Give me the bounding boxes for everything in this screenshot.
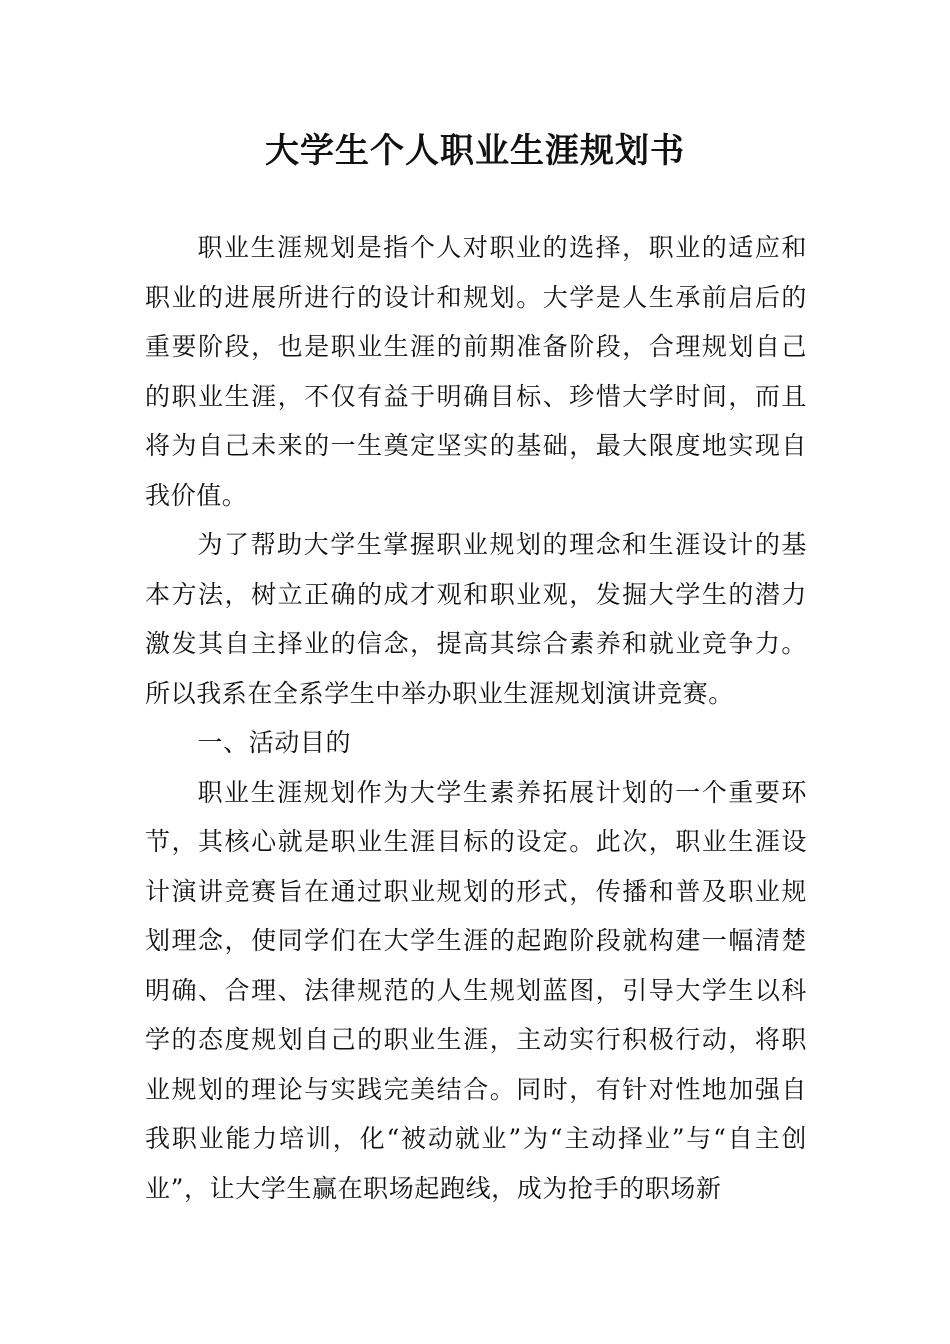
document-title: 大学生个人职业生涯规划书: [265, 131, 685, 171]
section-heading-activity-goal: 一、活动目的: [197, 728, 352, 757]
document-body: [145, 223, 807, 1213]
paragraph-purpose: 为了帮助大学生掌握职业规划的理念和生涯设计的基本方法，树立正确的成才观和职业观，发掘大学生的潜力激发其自主择业的信念，提高其综合素养和就业竞争力。所以我系在全系学生中举办职业生涯规划演讲竞赛。: [145, 530, 807, 708]
paragraph-activity-goal: 职业生涯规划作为大学生素养拓展计划的一个重要环节，其核心就是职业生涯目标的设定。此次，职业生涯设计演讲竞赛旨在通过职业规划的形式，传播和普及职业规划理念，使同学们在大学生涯的起跑阶段就构建一幅清楚明确、合理、法律规范的人生规划蓝图，引导大学生以科学的态度规划自己的职业生涯，主动实行积极行动，将职业规划的理论与实践完美结合。同时，有针对性地加强自我职业能力培训，化“被动就业”为“主动择业”与“自主创业”，让大学生赢在职场起跑线，成为抢手的职场新: [145, 777, 807, 1203]
paragraph-intro: 职业生涯规划是指个人对职业的选择，职业的适应和职业的进展所进行的设计和规划。大学是人生承前启后的重要阶段，也是职业生涯的前期准备阶段，合理规划自己的职业生涯，不仅有益于明确目标、珍惜大学时间，而且将为自己未来的一生奠定坚实的基础，最大限度地实现自我价值。: [145, 233, 807, 510]
